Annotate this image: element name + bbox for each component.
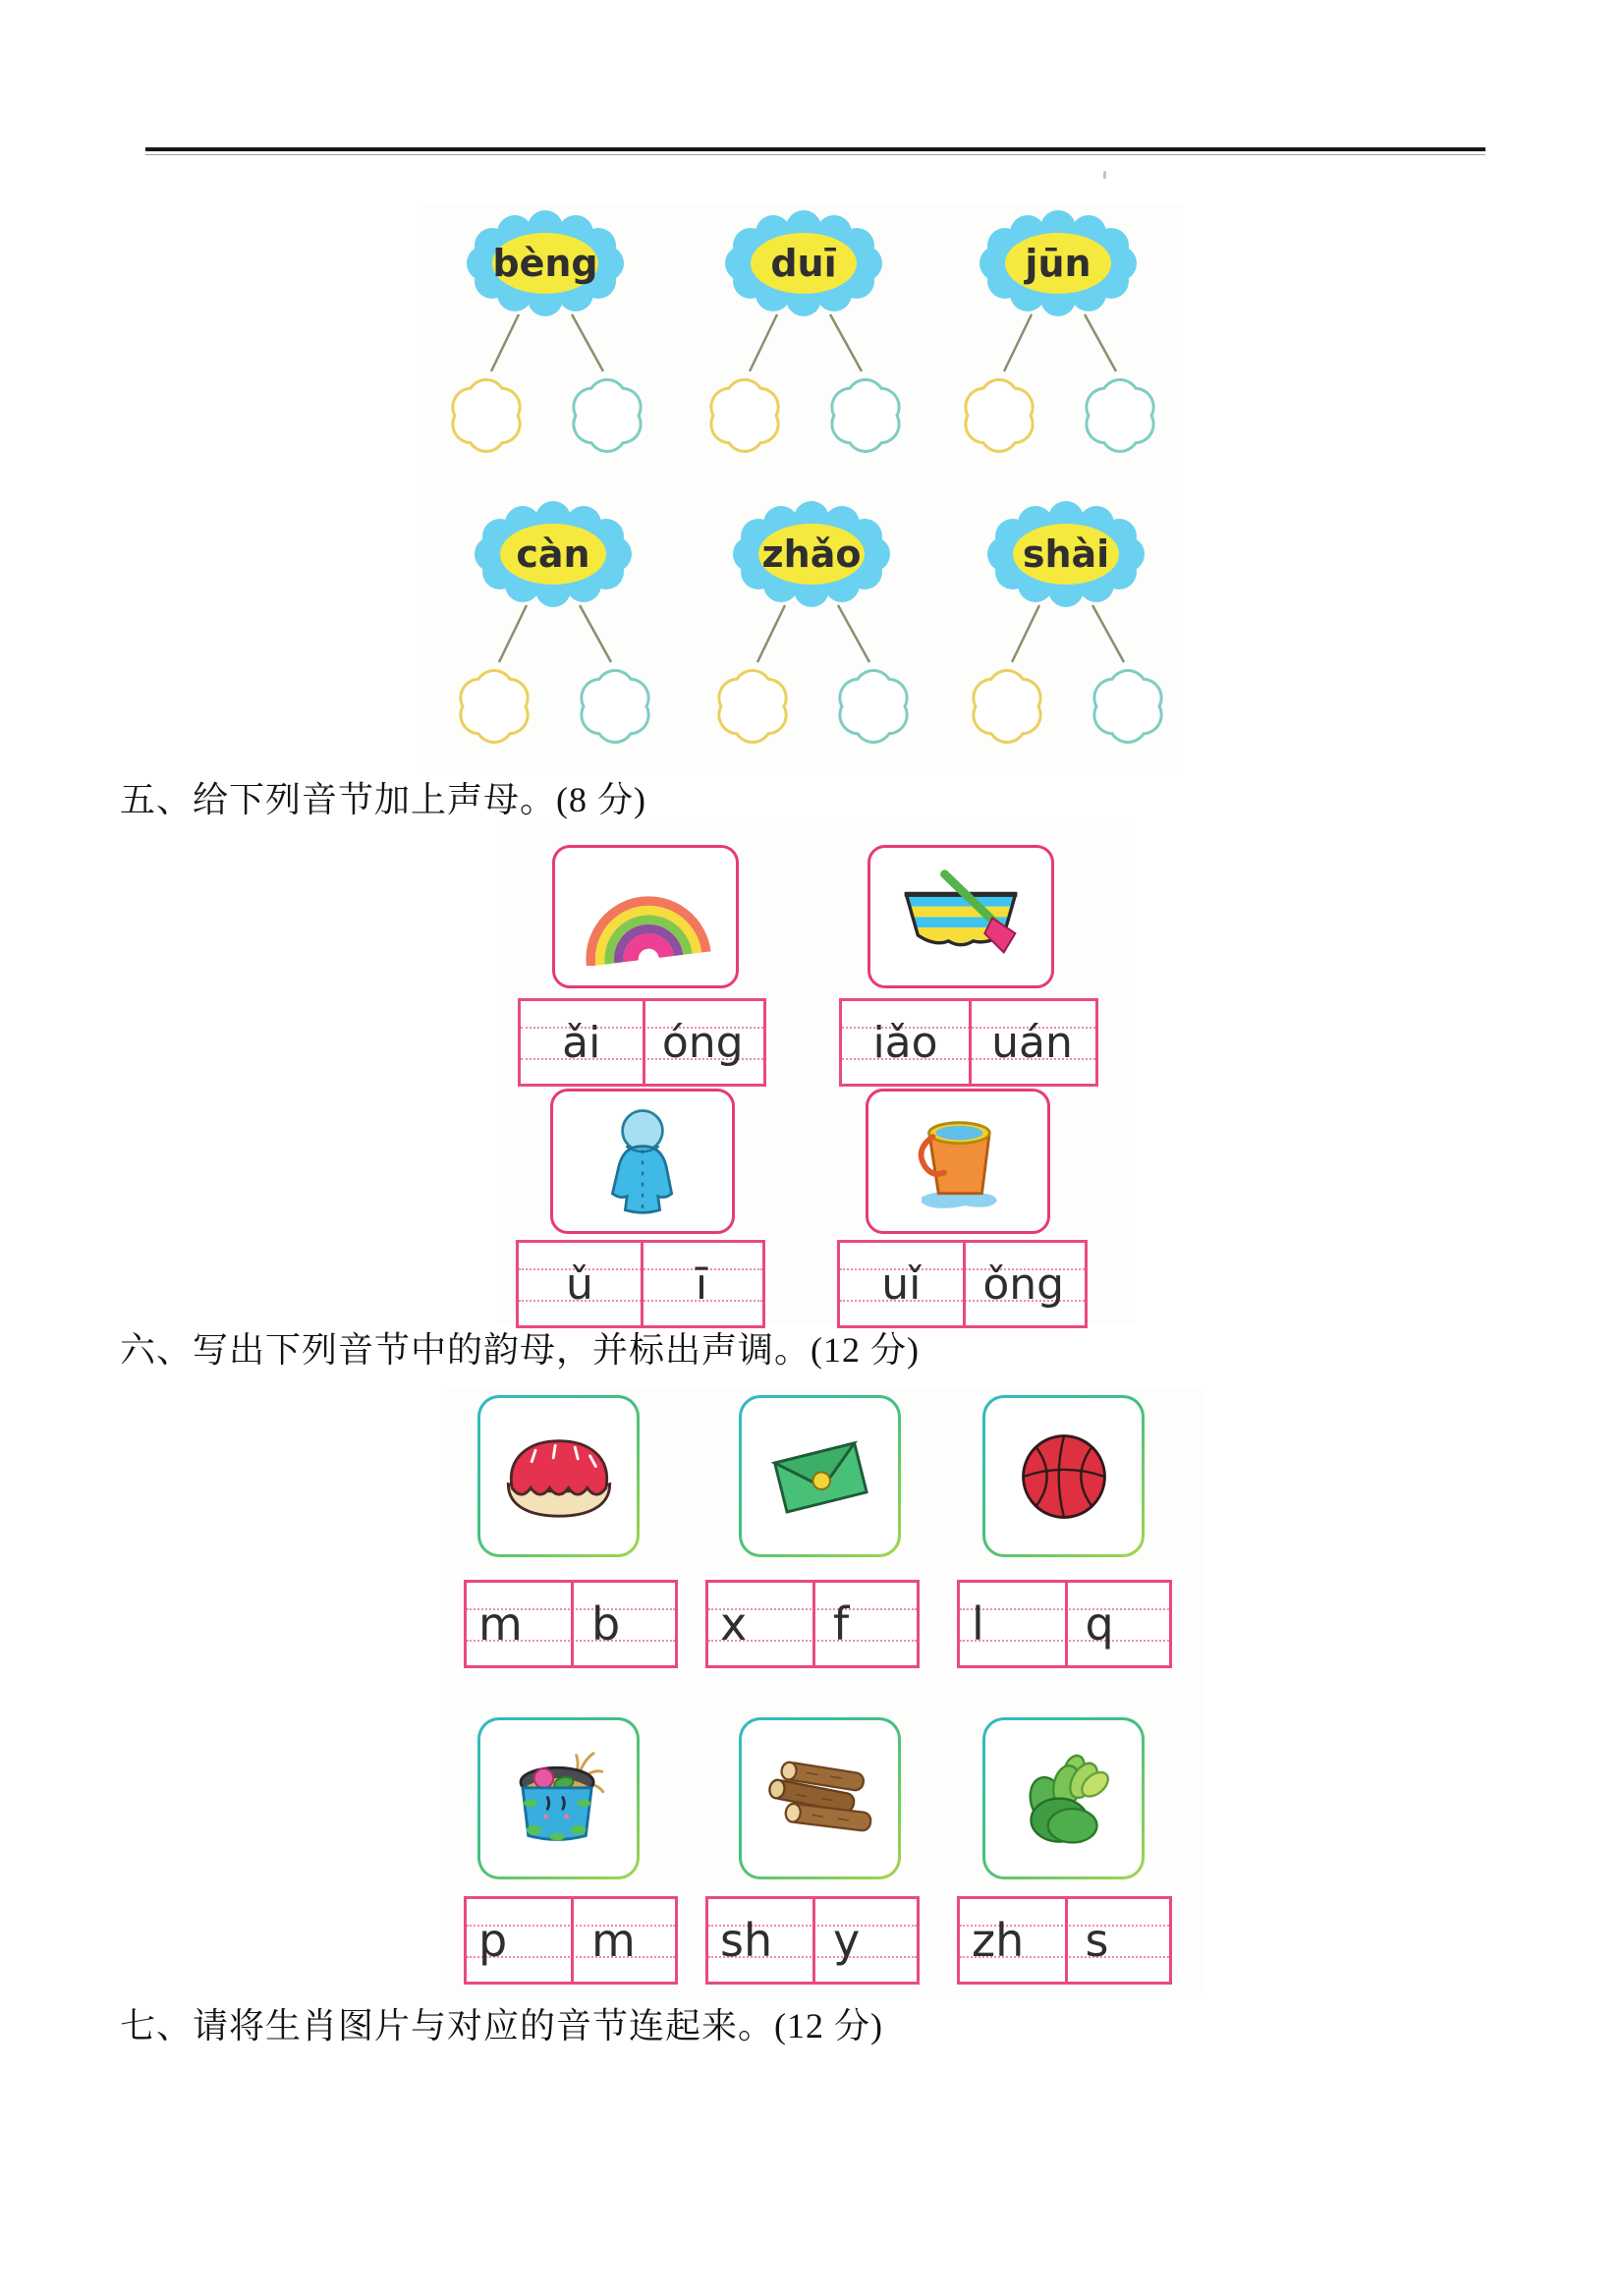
pinyin-cell[interactable]: uán [991,1017,1073,1068]
syllable-text: bèng [492,242,598,285]
match-unit [432,204,658,479]
pinyin-cell[interactable]: ǒng [982,1259,1065,1310]
pinyin-grid [705,1580,920,1668]
connector-lines [1012,605,1124,662]
pinyin-grid [839,998,1098,1087]
syllable-text: shài [1022,532,1110,576]
match-unit [953,495,1179,770]
grid-divider [641,1243,644,1325]
pinyin-cell[interactable]: y [833,1914,861,1967]
answer-flower-teal[interactable] [840,671,907,743]
answer-flower-yellow[interactable] [453,380,520,452]
image-card-boat [867,845,1054,988]
pinyin-grid [464,1896,678,1985]
boat-icon [887,867,1035,967]
pinyin-cell[interactable]: q [1085,1597,1114,1651]
figure-five [496,821,1135,1324]
pinyin-cell[interactable]: uǐ [881,1259,922,1310]
image-card-basketball [982,1395,1145,1557]
answer-flower-teal[interactable] [1087,380,1153,452]
section-five-heading: 五、给下列音节加上声母。(8 分) [120,780,646,819]
pinyin-grid [516,1240,765,1328]
answer-flower-teal[interactable] [832,380,899,452]
grid-divider [963,1243,966,1325]
grid-divider [571,1899,574,1982]
syllable-cloud [467,210,624,316]
basket-icon [501,1744,617,1854]
pinyin-grid [464,1580,678,1668]
scan-artifact-dot [1103,171,1106,179]
connector-lines [750,314,862,371]
pinyin-cell[interactable]: f [833,1597,850,1651]
syllable-cloud [987,501,1145,607]
pinyin-cell[interactable]: ǔ [566,1259,593,1310]
pinyin-grid [518,998,766,1087]
artichoke-icon [1012,1745,1116,1853]
section-seven-heading: 七、请将生肖图片与对应的音节连起来。(12 分) [120,2006,883,2045]
pinyin-grid [705,1896,920,1985]
pinyin-cell[interactable]: sh [720,1914,773,1967]
syllable-cloud [475,501,632,607]
syllable-cloud [733,501,890,607]
pinyin-cell[interactable]: m [591,1914,636,1967]
connector-lines [491,314,603,371]
pinyin-cell[interactable]: s [1085,1914,1109,1967]
match-unit [440,495,666,770]
bucket-icon [899,1104,1017,1218]
pinyin-cell[interactable]: zh [972,1914,1025,1967]
pinyin-cell[interactable]: iǎo [872,1017,938,1068]
answer-flower-yellow[interactable] [711,380,778,452]
section-six-heading: 六、写出下列音节中的韵母，并标出声调。(12 分) [120,1330,920,1370]
firewood-icon [751,1751,890,1847]
answer-flower-teal[interactable] [1094,671,1161,743]
pinyin-cell[interactable]: p [478,1914,508,1967]
rainbow-icon [572,868,719,966]
grid-divider [1065,1583,1068,1665]
connector-lines [1004,314,1116,371]
answer-flower-yellow[interactable] [719,671,786,743]
grid-divider [1065,1899,1068,1982]
match-unit [691,204,917,479]
match-unit [945,204,1171,479]
image-card-raincoat [550,1089,735,1234]
header-rule [145,147,1485,155]
pinyin-cell[interactable]: óng [661,1017,744,1068]
pinyin-grid [957,1896,1172,1985]
image-card-rainbow [552,845,739,988]
bread-icon [493,1429,625,1524]
answer-flower-teal[interactable] [582,671,648,743]
raincoat-icon [592,1101,693,1221]
pinyin-cell[interactable]: m [478,1597,523,1651]
pinyin-cell[interactable]: b [591,1597,621,1651]
syllable-text: càn [516,532,590,576]
pinyin-cell[interactable]: x [720,1597,748,1651]
answer-flower-yellow[interactable] [966,380,1033,452]
match-unit [699,495,924,770]
answer-flower-yellow[interactable] [974,671,1040,743]
image-card-artichoke [982,1717,1145,1879]
image-card-bucket [866,1089,1050,1234]
grid-divider [969,1001,972,1084]
figure-syllable-matching [422,204,1184,774]
pinyin-cell[interactable]: ī [695,1259,708,1310]
connector-lines [499,605,611,662]
syllable-cloud [725,210,882,316]
image-card-bread [477,1395,640,1557]
syllable-text: duī [770,242,837,285]
syllable-text: jūn [1025,242,1091,285]
syllable-text: zhǎo [761,532,862,576]
basketball-icon [1012,1425,1116,1529]
syllable-cloud [979,210,1137,316]
pinyin-cell[interactable]: ǎi [562,1017,601,1068]
image-card-envelope [739,1395,901,1557]
grid-divider [643,1001,645,1084]
grid-divider [571,1583,574,1665]
pinyin-cell[interactable]: l [972,1597,984,1651]
connector-lines [757,605,869,662]
pinyin-grid [957,1580,1172,1668]
answer-flower-teal[interactable] [574,380,641,452]
grid-divider [812,1899,815,1982]
answer-flower-yellow[interactable] [461,671,528,743]
pinyin-grid [837,1240,1088,1328]
image-card-firewood [739,1717,901,1879]
grid-divider [812,1583,815,1665]
envelope-icon [757,1427,883,1527]
image-card-basket [477,1717,640,1879]
figure-six [442,1387,1203,1994]
